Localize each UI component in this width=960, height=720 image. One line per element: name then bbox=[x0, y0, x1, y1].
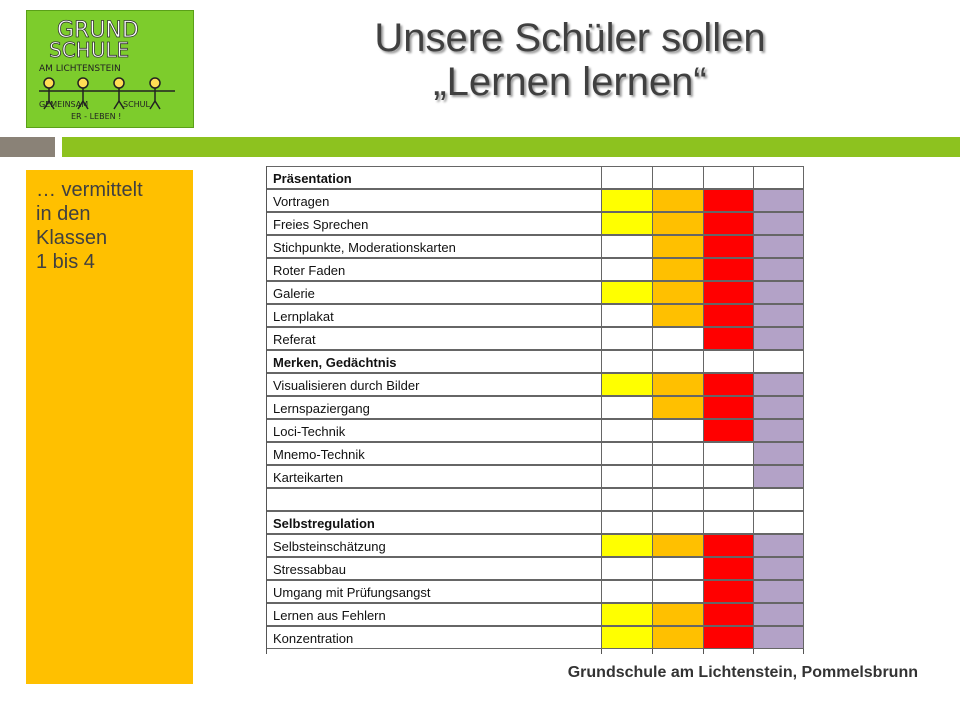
grade-cell bbox=[703, 235, 754, 258]
grade-cell bbox=[703, 304, 754, 327]
school-logo bbox=[26, 10, 194, 128]
grade-cell bbox=[753, 511, 804, 534]
grade-cell bbox=[703, 189, 754, 212]
grade-cell bbox=[703, 212, 754, 235]
table-row bbox=[266, 465, 805, 488]
grade-cell bbox=[652, 235, 704, 258]
grade-cell bbox=[601, 396, 653, 419]
table-row bbox=[266, 373, 805, 396]
grade-cell bbox=[703, 396, 754, 419]
grade-cell bbox=[703, 350, 754, 373]
grade-cell bbox=[652, 327, 704, 350]
grade-cell bbox=[652, 258, 704, 281]
table-section-header bbox=[266, 350, 805, 373]
grade-cell bbox=[753, 258, 804, 281]
grade-cell bbox=[753, 396, 804, 419]
grade-cell bbox=[652, 304, 704, 327]
row-label: Referat bbox=[267, 327, 601, 350]
grade-cell bbox=[652, 189, 704, 212]
sidebar-note bbox=[26, 170, 193, 684]
grade-cell bbox=[703, 580, 754, 603]
logo-motto-3: ER - LEBEN ! bbox=[71, 112, 122, 121]
table-row bbox=[266, 488, 805, 511]
grade-cell bbox=[601, 626, 653, 649]
grade-cell bbox=[652, 442, 704, 465]
row-label: Lernen aus Fehlern bbox=[267, 603, 601, 626]
table-row bbox=[266, 580, 805, 603]
grade-cell bbox=[601, 212, 653, 235]
table-row bbox=[266, 235, 805, 258]
logo-motto-2: SCHUL bbox=[123, 100, 150, 109]
grade-cell bbox=[753, 557, 804, 580]
grade-cell bbox=[601, 327, 653, 350]
row-label: Präsentation bbox=[267, 166, 601, 189]
table-row bbox=[266, 258, 805, 281]
grade-cell bbox=[652, 534, 704, 557]
grade-cell bbox=[753, 626, 804, 649]
divider-bar-gray bbox=[0, 137, 55, 157]
grade-cell bbox=[652, 488, 704, 511]
table-row bbox=[266, 557, 805, 580]
table-section-header bbox=[266, 511, 805, 534]
grade-cell bbox=[652, 166, 704, 189]
grade-cell bbox=[703, 557, 754, 580]
grade-cell bbox=[601, 488, 653, 511]
table-row bbox=[266, 419, 805, 442]
row-label: Umgang mit Prüfungsangst bbox=[267, 580, 601, 603]
grade-cell bbox=[753, 327, 804, 350]
page-title bbox=[240, 16, 900, 104]
grade-cell bbox=[703, 488, 754, 511]
row-label: Visualisieren durch Bilder bbox=[267, 373, 601, 396]
row-label: Stichpunkte, Moderationskarten bbox=[267, 235, 601, 258]
grade-cell bbox=[601, 235, 653, 258]
grade-cell bbox=[753, 442, 804, 465]
table-row bbox=[266, 327, 805, 350]
table-row bbox=[266, 534, 805, 557]
table-row bbox=[266, 626, 805, 649]
grade-cell bbox=[753, 534, 804, 557]
grade-cell bbox=[753, 488, 804, 511]
row-label: Karteikarten bbox=[267, 465, 601, 488]
grade-cell bbox=[652, 373, 704, 396]
table-row bbox=[266, 281, 805, 304]
grade-cell bbox=[652, 281, 704, 304]
grade-cell bbox=[601, 603, 653, 626]
table-row bbox=[266, 396, 805, 419]
table-row bbox=[266, 212, 805, 235]
grade-cell bbox=[601, 442, 653, 465]
grade-cell bbox=[703, 327, 754, 350]
grade-cell bbox=[601, 350, 653, 373]
table-row bbox=[266, 304, 805, 327]
row-label: Mnemo-Technik bbox=[267, 442, 601, 465]
grade-cell bbox=[601, 419, 653, 442]
grade-cell bbox=[703, 511, 754, 534]
grade-cell bbox=[753, 465, 804, 488]
logo-motto-1: GEMEINSAM bbox=[39, 100, 89, 109]
grade-cell bbox=[703, 603, 754, 626]
grade-cell bbox=[601, 511, 653, 534]
grade-cell bbox=[652, 511, 704, 534]
row-label: Stressabbau bbox=[267, 557, 601, 580]
row-label: Galerie bbox=[267, 281, 601, 304]
grade-cell bbox=[652, 350, 704, 373]
row-label: Selbstregulation bbox=[267, 511, 601, 534]
row-label: Loci-Technik bbox=[267, 419, 601, 442]
grade-cell bbox=[753, 419, 804, 442]
grade-cell bbox=[703, 258, 754, 281]
grade-cell bbox=[753, 304, 804, 327]
sidebar-line: in den bbox=[36, 203, 91, 225]
grade-cell bbox=[601, 281, 653, 304]
grade-cell bbox=[601, 557, 653, 580]
table-row bbox=[266, 442, 805, 465]
sidebar-line: Klassen bbox=[36, 227, 108, 249]
row-label: Konzentration bbox=[267, 626, 601, 649]
grade-cell bbox=[753, 189, 804, 212]
grade-cell bbox=[601, 258, 653, 281]
sidebar-line: … vermittelt bbox=[36, 179, 143, 201]
grade-cell bbox=[601, 304, 653, 327]
grade-cell bbox=[753, 235, 804, 258]
grade-cell bbox=[753, 212, 804, 235]
sidebar-line: 1 bis 4 bbox=[36, 251, 95, 273]
grade-cell bbox=[652, 419, 704, 442]
row-label: Merken, Gedächtnis bbox=[267, 350, 601, 373]
grade-cell bbox=[652, 580, 704, 603]
grade-cell bbox=[703, 419, 754, 442]
row-label bbox=[267, 488, 601, 511]
grade-cell bbox=[703, 465, 754, 488]
grade-cell bbox=[601, 189, 653, 212]
divider-bar-green bbox=[62, 137, 960, 157]
row-label: Lernplakat bbox=[267, 304, 601, 327]
skills-table bbox=[266, 166, 805, 654]
logo-text-3: AM LICHTENSTEIN bbox=[39, 64, 121, 74]
row-label: Freies Sprechen bbox=[267, 212, 601, 235]
grade-cell bbox=[753, 350, 804, 373]
grade-cell bbox=[753, 281, 804, 304]
grade-cell bbox=[703, 534, 754, 557]
grade-cell bbox=[601, 580, 653, 603]
table-row bbox=[266, 603, 805, 626]
grade-cell bbox=[753, 603, 804, 626]
grade-cell bbox=[652, 212, 704, 235]
grade-cell bbox=[652, 626, 704, 649]
grade-cell bbox=[703, 626, 754, 649]
table-row bbox=[266, 189, 805, 212]
grade-cell bbox=[753, 580, 804, 603]
grade-cell bbox=[703, 166, 754, 189]
grade-cell bbox=[753, 373, 804, 396]
footer-text: Grundschule am Lichtenstein, Pommelsbrunn bbox=[567, 664, 918, 681]
row-label: Vortragen bbox=[267, 189, 601, 212]
logo-text-1: GRUND bbox=[57, 18, 139, 43]
grade-cell bbox=[601, 166, 653, 189]
grade-cell bbox=[601, 465, 653, 488]
table-section-header bbox=[266, 166, 805, 189]
grade-cell bbox=[601, 373, 653, 396]
title-line-2: „Lernen lernen“ bbox=[433, 60, 707, 104]
grade-cell bbox=[703, 373, 754, 396]
grade-cell bbox=[652, 603, 704, 626]
grade-cell bbox=[652, 465, 704, 488]
grade-cell bbox=[601, 534, 653, 557]
row-label: Roter Faden bbox=[267, 258, 601, 281]
grade-cell bbox=[703, 442, 754, 465]
grade-cell bbox=[753, 166, 804, 189]
grade-cell bbox=[652, 396, 704, 419]
grade-cell bbox=[703, 281, 754, 304]
row-label: Selbsteinschätzung bbox=[267, 534, 601, 557]
grade-cell bbox=[652, 557, 704, 580]
logo-text-2: SCHULE bbox=[49, 38, 130, 62]
row-label: Lernspaziergang bbox=[267, 396, 601, 419]
title-line-1: Unsere Schüler sollen bbox=[374, 16, 766, 60]
